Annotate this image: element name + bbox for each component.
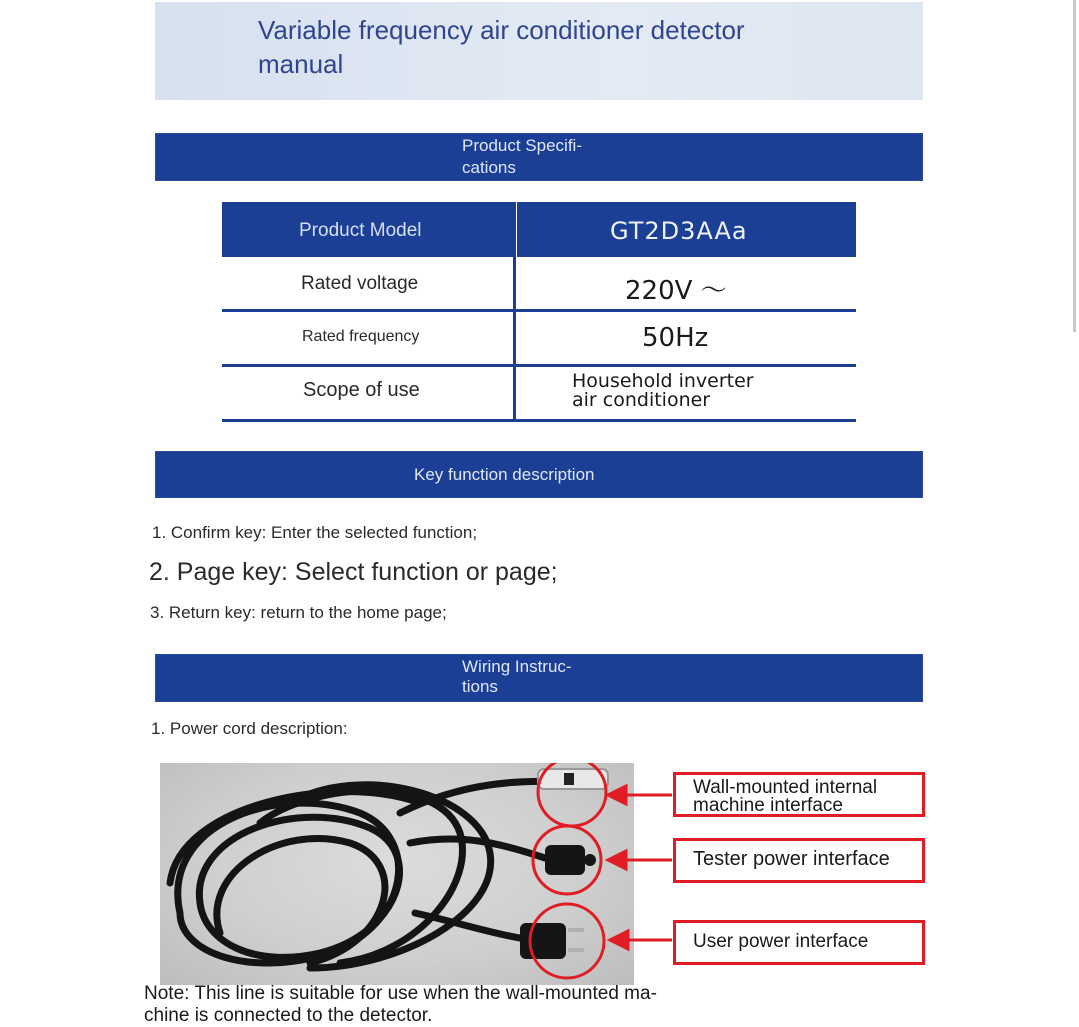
callout-label-line1: Tester power interface bbox=[693, 848, 890, 870]
page-title: Variable frequency air conditioner detector manual bbox=[258, 15, 745, 79]
section-title-key-functions: Key function description bbox=[414, 465, 595, 484]
scrollbar-thumb[interactable] bbox=[1073, 0, 1076, 332]
section-title-wiring-line1: Wiring Instruc- bbox=[462, 657, 572, 676]
list-item: 1. Confirm key: Enter the selected function; bbox=[152, 523, 478, 542]
callout-arrows bbox=[600, 770, 680, 970]
callout-tester-power-interface bbox=[673, 838, 925, 883]
table-row-label: Product Model bbox=[299, 220, 422, 241]
table-row-label: Rated voltage bbox=[301, 273, 419, 294]
table-row-divider bbox=[222, 419, 856, 422]
section-title-specifications-line1: Product Specifi- bbox=[462, 136, 582, 155]
note-line2: chine is connected to the detector. bbox=[144, 1005, 433, 1026]
table-row-label: Rated frequency bbox=[302, 328, 420, 345]
list-item: 3. Return key: return to the home page; bbox=[150, 603, 447, 622]
list-item: 2. Page key: Select function or page; bbox=[149, 558, 558, 586]
table-row-value: 220V ～ bbox=[625, 276, 727, 306]
callout-wall-mounted-interface bbox=[673, 772, 925, 817]
power-cord-illustration bbox=[160, 763, 634, 985]
table-row-value: GT2D3AAa bbox=[610, 217, 748, 245]
callout-label-line1: User power interface bbox=[693, 931, 869, 952]
callout-user-power-interface bbox=[673, 920, 925, 965]
table-row-value: 50Hz bbox=[642, 323, 709, 353]
wiring-note bbox=[144, 983, 764, 1027]
note-line1: Note: This line is suitable for use when the wall-mounted ma- bbox=[144, 983, 657, 1004]
list-item-power-cord: 1. Power cord description: bbox=[151, 719, 348, 738]
table-row-divider bbox=[222, 364, 856, 367]
callout-label-line1: Wall-mounted internal bbox=[693, 777, 878, 798]
table-row-label: Scope of use bbox=[303, 379, 420, 401]
table-row-value-line2: air conditioner bbox=[572, 389, 711, 411]
section-title-specifications-line2: cations bbox=[462, 158, 516, 177]
table-column-divider bbox=[513, 202, 516, 422]
section-title-wiring-line2: tions bbox=[462, 677, 498, 696]
table-row-divider bbox=[222, 309, 856, 312]
table-row-value-line1: Household inverter bbox=[572, 370, 754, 392]
callout-label-line2: machine interface bbox=[693, 795, 843, 816]
power-cord-photo bbox=[160, 763, 634, 985]
